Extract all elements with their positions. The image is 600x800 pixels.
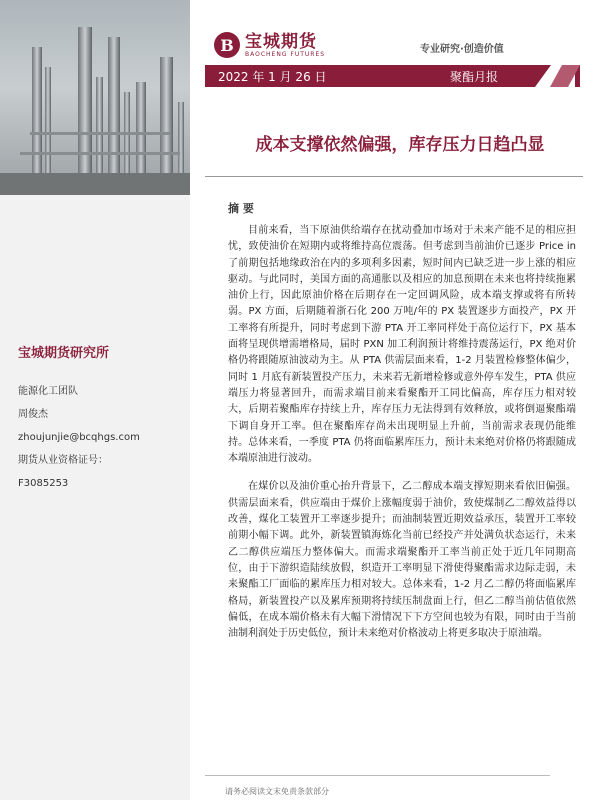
institute-name: 宝城期货研究所 — [18, 346, 110, 361]
author-info — [18, 380, 183, 495]
report-date: 2022 年 1 月 26 日 — [218, 70, 327, 84]
abstract-body — [228, 223, 576, 654]
brand-logo — [214, 32, 325, 58]
logo-b-icon: B — [214, 32, 240, 58]
license-number: F3085253 — [18, 478, 69, 489]
refinery-photo — [0, 0, 190, 195]
analyst-email[interactable]: zhoujunjie@bcqhgs.com — [18, 432, 140, 443]
report-type: 聚酯月报 — [450, 70, 499, 84]
disclaimer-note: 请务必阅读文末免责条款部分 — [225, 787, 329, 796]
abstract-paragraph: 目前来看，当下原油供给端存在扰动叠加市场对于未来产能不足的相应担忧，致使油价在短期内或将维持高位震荡。但考虑到当前油价已逐步 Price in 了前期包括地缘政治在内的多项利多因素，短时间内已缺乏进一步上涨的相应驱动。与此同时，美国方面的高通胀以及相应的加息预期在未来也将持续拖累油价上行，因此原油价格在后期存在一定回调风险，成本端支撑或将有所转弱。PX 方面，后期随着浙石化 200 万吨/年的 PX 装置逐步方面投产，PX 开工率将有所提升，同时考虑到下游 PTA 开工率同样处于高位运行下，PX 基本面将呈现供增需增格局，届时 PXN 加工利润预计将维持震荡运行，PX 绝对价格仍将跟随原油波动为主。从 PTA 供需层面来看，1-2 月装置检修整体偏少，同时 1 月底有新装置投产压力，未来若无新增检修或意外停车发生，PTA 供应端压力将显著回升，而需求端目前来看聚酯开工同比偏高，库存压力相对较大，后期若聚酯库存持续上升，库存压力无法得到有效释放，或将倒逼聚酯端下调自身开工率。但在聚酯库存尚未出现明显上升前，当前需求表现仍能维持。总体来看，一季度 PTA 仍将面临累库压力，预计未来绝对价格仍将跟随成本端原油进行波动。 — [228, 225, 576, 465]
abstract-paragraph: 在煤价以及油价重心抬升背景下，乙二醇成本端支撑短期来看依旧偏强。供需层面来看，供应端由于煤价上涨幅度弱于油价，致使煤制乙二醇效益得以改善，煤化工装置开工率逐步提升；而油制装置近期效益承压，装置开工率较前期小幅下调。此外，新装置镇海炼化当前已经投产并处满负状态运行，未来乙二醇供应端压力整体偏大。而需求端聚酯开工率当前正处于近几年同期高位，由于下游织造陆续放假，织造开工率明显下滑使得聚酯需求边际走弱，未来聚酯工厂面临的累库压力相对较大。总体来看，1-2 月乙二醇仍将面临累库格局，新装置投产以及累库预期将持续压制盘面上行，但乙二醇当前估值依然偏低，在成本端价格未有大幅下滑情况下下方空间也较为有限，同时由于当前油制利润处于历史低位，预计未来绝对价格波动上将更多取决于原油端。 — [228, 481, 576, 640]
title-divider — [205, 176, 583, 177]
slogan: 专业研究·创造价值 — [420, 44, 504, 55]
abstract-heading: 摘 要 — [228, 202, 254, 215]
logo-chinese: 宝城期货 — [245, 31, 317, 52]
page-title: 成本支撑依然偏强，库存压力日趋凸显 — [255, 135, 545, 155]
team-name: 能源化工团队 — [18, 386, 78, 397]
footer-divider — [205, 775, 550, 776]
analyst-name: 周俊杰 — [18, 409, 48, 420]
license-label: 期货从业资格证号： — [18, 455, 108, 466]
sidebar — [0, 0, 190, 800]
logo-english: BAOCHENG FUTURES — [245, 50, 326, 58]
